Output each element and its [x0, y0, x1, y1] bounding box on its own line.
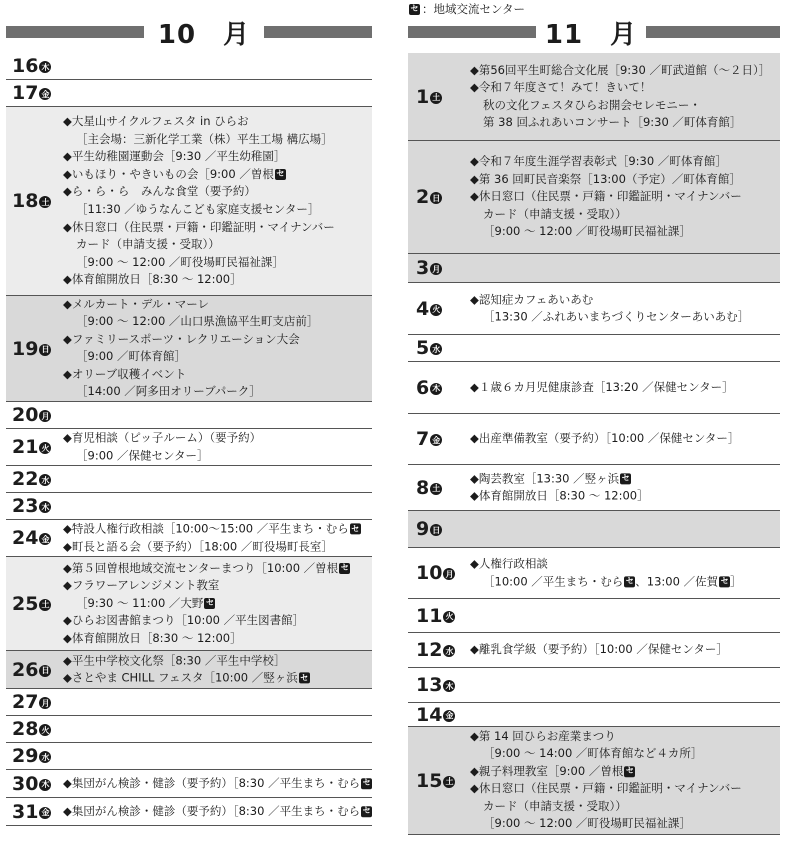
day-number: 31: [12, 800, 39, 823]
day-number: 20: [12, 404, 39, 426]
day-row-oct-26: [6, 651, 372, 689]
weekday-badge-icon: 金: [41, 534, 50, 544]
day-number: 8: [416, 476, 430, 499]
day-label: [416, 518, 442, 540]
event-text: ◆親子料理教室［9:00 ／曽根 セ: [470, 763, 634, 778]
event-text: ◆いもほり・やきいもの会［9:00 ／曽根 セ: [63, 166, 285, 181]
event-list: [470, 379, 734, 397]
day-row-nov-8: [408, 465, 780, 511]
center-badge-icon: セ: [625, 576, 634, 586]
day-number: 6: [416, 376, 430, 399]
event-text: ◆育児相談（ピッ子ルーム）（要予約）: [63, 430, 262, 445]
weekday-badge-icon: 金: [41, 808, 50, 817]
day-row-nov-10: [408, 548, 780, 599]
event-item: [470, 379, 734, 397]
weekday-badge-icon: 火: [445, 612, 454, 621]
center-badge-icon: セ: [205, 598, 214, 608]
day-row-nov-5: [408, 335, 780, 362]
day-row-nov-7: [408, 414, 780, 465]
day-row-oct-17: [6, 80, 372, 107]
event-list: [63, 560, 350, 648]
event-item: [470, 555, 742, 573]
weekday-badge-icon: 土: [445, 777, 454, 786]
day-label: [416, 377, 442, 399]
event-text: カード（申請支援・受取））: [483, 799, 627, 814]
day-number: 28: [12, 718, 39, 740]
day-number: 25: [12, 592, 39, 615]
day-row-nov-2: [408, 141, 780, 254]
event-item: [63, 612, 350, 630]
event-item: [63, 520, 361, 538]
day-label: [12, 527, 51, 549]
day-label: [12, 659, 51, 681]
event-text: 第 38 回ふれあいコンサート［9:30 ／町体育館］: [483, 115, 742, 130]
weekday-badge-icon: 火: [41, 443, 50, 453]
event-text: ［9:00 ～ 12:00 ／町役場町民福祉課］: [483, 224, 691, 239]
event-text: ［9:00 ／町体育館］: [76, 349, 186, 364]
event-text: ◆陶芸教室［13:30 ／竪ヶ浜 セ: [470, 470, 630, 485]
event-item: [63, 670, 310, 688]
day-label: [12, 55, 51, 77]
day-label: [12, 801, 51, 823]
day-row-nov-11: [408, 599, 780, 633]
day-label: [12, 495, 51, 517]
weekday-badge-icon: 水: [41, 475, 50, 485]
event-text: ◆第 14 回ひらお産業まつり: [470, 728, 616, 743]
day-number: 16: [12, 55, 39, 77]
event-list: [63, 775, 372, 793]
day-label: [416, 298, 442, 320]
event-item: [63, 148, 335, 166]
event-list: [63, 429, 261, 464]
event-text: ［主会場：三新化学工業（株）平生工場 構広場］: [76, 131, 333, 146]
weekday-badge-icon: 水: [41, 752, 50, 762]
weekday-badge-icon: 木: [445, 681, 454, 691]
weekday-badge-icon: 土: [41, 600, 50, 609]
event-list: [63, 520, 361, 555]
event-text: ◆町長と語る会（要予約）［18:00 ／町役場町長室］: [63, 539, 333, 553]
weekday-badge-icon: 日: [41, 345, 50, 354]
event-text: 秋の文化フェスタひらお開会セレモニー・: [483, 97, 701, 112]
day-label: [12, 404, 51, 426]
day-row-nov-1: [408, 53, 780, 141]
event-text: ［9:00 ～ 12:00 ／山口県漁協平生町支店前］: [76, 314, 319, 329]
event-list: [470, 470, 649, 505]
day-label: [416, 477, 442, 499]
day-label: [416, 337, 442, 359]
day-row-nov-13: [408, 668, 780, 703]
day-label: [12, 718, 51, 740]
weekday-badge-icon: 金: [41, 89, 50, 99]
weekday-badge-icon: 木: [41, 62, 50, 72]
event-text: ◆平生中学校文化祭［8:30 ／平生中学校］: [63, 652, 286, 667]
event-text: ◆第５回曽根地域交流センターまつり［10:00 ／曽根 セ: [63, 560, 349, 575]
event-text: ［9:30 ～ 11:00 ／大野 セ: [76, 595, 214, 610]
event-item: [470, 641, 728, 659]
day-number: 17: [12, 82, 39, 104]
header-bar-right: [646, 26, 780, 38]
day-number: 13: [416, 674, 443, 696]
event-text: ［13:30 ／ふれあいまちづくりセンターあいあむ］: [483, 309, 750, 324]
event-list: [470, 291, 749, 326]
center-badge-icon: セ: [276, 169, 285, 179]
center-badge-icon: セ: [720, 576, 729, 586]
day-label: [416, 186, 442, 208]
event-item: [63, 775, 372, 793]
day-row-nov-4: [408, 283, 780, 335]
day-label: [12, 593, 51, 615]
weekday-badge-icon: 金: [432, 435, 441, 445]
day-label: [12, 338, 51, 360]
day-label: [416, 770, 455, 792]
day-number: 14: [416, 703, 443, 726]
center-badge-icon: セ: [625, 766, 634, 776]
event-text: ［9:00 ～ 12:00 ／町役場町民福祉課］: [483, 816, 691, 831]
day-label: [12, 745, 51, 767]
event-text: ［9:00 ／保健センター］: [76, 448, 209, 462]
event-text: ◆出産準備教室（要予約）［10:00 ／保健センター］: [470, 431, 740, 446]
header-bar-right: [264, 26, 372, 38]
day-row-oct-22: [6, 466, 372, 493]
event-item: [470, 781, 742, 834]
event-text: ◆大星山サイクルフェスタ in ひらお: [63, 114, 249, 129]
day-number: 9: [416, 518, 430, 540]
event-text: ◆離乳食学級（要予約）［10:00 ／保健センター］: [470, 642, 728, 657]
center-badge-icon: セ: [340, 563, 349, 573]
event-text: ◆集団がん検診・健診（要予約）［8:30 ／平生まち・むら セ: [63, 803, 371, 818]
event-text: ◆体育館開放日［8:30 ～ 12:00］: [63, 630, 242, 645]
event-text: ◆認知症カフェあいあむ: [470, 291, 594, 306]
day-label: [416, 562, 455, 584]
event-item: [63, 366, 318, 401]
day-label: [416, 428, 442, 450]
november-title: 11 月: [544, 19, 638, 50]
day-number: 19: [12, 337, 39, 360]
event-text: ◆メルカート・デル・マーレ: [63, 296, 210, 311]
event-list: [470, 430, 739, 448]
day-number: 18: [12, 190, 39, 212]
event-item: [63, 652, 310, 670]
event-text: ◆第 36 回町民音楽祭［13:00（予定）／町体育館］: [470, 171, 741, 186]
event-item: [63, 331, 318, 366]
event-text: ［10:00 ／平生まち・むら: [483, 574, 624, 588]
event-item: [63, 296, 318, 331]
weekday-badge-icon: 木: [41, 780, 50, 789]
day-label: [12, 436, 51, 458]
october-calendar: [6, 53, 372, 845]
event-list: [470, 641, 728, 659]
day-number: 15: [416, 769, 443, 792]
event-item: [470, 470, 649, 488]
day-label: [416, 674, 455, 696]
event-list: [63, 803, 372, 821]
event-item: [470, 171, 742, 189]
day-row-oct-19: [6, 296, 372, 402]
center-badge-icon: セ: [362, 806, 371, 816]
day-number: 3: [416, 257, 430, 279]
weekday-badge-icon: 土: [432, 93, 441, 102]
day-number: 11: [416, 604, 443, 627]
event-item: [470, 430, 739, 448]
weekday-badge-icon: 木: [41, 502, 50, 512]
event-list: [63, 296, 318, 402]
weekday-badge-icon: 月: [432, 264, 441, 274]
day-label: [12, 82, 51, 104]
day-label: [12, 691, 51, 713]
event-text: ［9:00 ～ 14:00 ／町体育館など４カ所］: [483, 746, 703, 761]
event-item: [63, 219, 335, 272]
day-row-nov-3: [408, 254, 780, 283]
event-list: [470, 61, 770, 131]
weekday-badge-icon: 木: [432, 384, 441, 393]
center-badge-icon: セ: [410, 4, 419, 13]
day-row-oct-28: [6, 716, 372, 743]
weekday-badge-icon: 土: [432, 484, 441, 493]
october-title: 10 月: [157, 19, 251, 50]
day-row-oct-27: [6, 689, 372, 716]
day-number: 27: [12, 691, 39, 713]
weekday-badge-icon: 日: [432, 193, 441, 203]
day-row-oct-31: [6, 798, 372, 826]
day-number: 23: [12, 495, 39, 517]
event-text: ◆令和７年度さて！みて！きいて！: [470, 79, 652, 94]
weekday-badge-icon: 土: [41, 197, 50, 207]
day-label: [416, 86, 442, 108]
weekday-badge-icon: 火: [41, 725, 50, 735]
event-item: [63, 271, 335, 289]
day-row-oct-30: [6, 770, 372, 798]
november-header: [408, 17, 780, 50]
event-text: ◆体育館開放日［8:30 ～ 12:00］: [470, 488, 649, 503]
weekday-badge-icon: 月: [445, 569, 454, 579]
event-item: [63, 577, 350, 612]
event-item: [470, 488, 649, 506]
day-row-oct-20: [6, 402, 372, 429]
event-text: ［14:00 ／阿多田オリーブパーク］: [76, 384, 261, 399]
event-text: 、13:00 ／佐賀: [635, 574, 719, 588]
event-item: [470, 188, 742, 241]
day-row-oct-23: [6, 493, 372, 520]
day-row-oct-24: [6, 520, 372, 557]
event-item: [63, 429, 261, 464]
day-number: 30: [12, 772, 39, 795]
event-item: [470, 61, 770, 79]
event-text: ◆人権行政相談: [470, 556, 548, 571]
event-text: ◆特設人権行政相談［10:00～15:00 ／平生まち・むら セ: [63, 521, 360, 536]
weekday-badge-icon: 月: [41, 411, 50, 421]
event-text: ◆ら・ら・ら みんな食堂（要予約）: [63, 184, 256, 199]
event-text: ◆フラワーアレンジメント教室: [63, 578, 220, 593]
event-text: ◆休日窓口（住民票・戸籍・印鑑証明・マイナンバー: [470, 189, 742, 204]
center-badge-icon: セ: [351, 524, 360, 534]
event-text: ◆体育館開放日［8:30 ～ 12:00］: [63, 272, 242, 287]
day-row-oct-16: [6, 53, 372, 80]
day-row-oct-21: [6, 429, 372, 466]
event-item: [63, 630, 350, 648]
event-text: ◆平生幼稚園運動会［9:30 ／平生幼稚園］: [63, 149, 286, 164]
event-item: [470, 79, 770, 132]
event-text: ◆第56回平生町総合文化展［9:30 ／町武道館（～２日）］: [470, 62, 771, 77]
event-item: [63, 803, 372, 821]
event-item: [63, 560, 350, 578]
day-label: [12, 773, 51, 795]
event-item: [470, 763, 742, 781]
october-header: [6, 17, 372, 50]
day-number: 1: [416, 85, 430, 108]
weekday-badge-icon: 水: [445, 646, 454, 656]
event-text: カード（申請支援・受取））: [76, 237, 220, 252]
day-number: 12: [416, 639, 443, 661]
day-row-oct-18: [6, 107, 372, 296]
weekday-badge-icon: 水: [432, 344, 441, 354]
event-item: [63, 113, 335, 148]
day-number: 5: [416, 337, 430, 359]
event-item: [470, 291, 749, 326]
center-badge-icon: セ: [300, 673, 309, 683]
day-number: 29: [12, 745, 39, 767]
header-bar-left: [6, 26, 144, 38]
event-list: [470, 555, 742, 590]
event-list: [470, 153, 742, 241]
day-label: [12, 468, 51, 490]
day-label: [416, 704, 455, 726]
day-row-nov-9: [408, 511, 780, 548]
day-number: 2: [416, 186, 430, 208]
center-badge-icon: セ: [621, 473, 630, 483]
event-item: [470, 153, 742, 171]
day-number: 10: [416, 562, 443, 584]
event-text: カード（申請支援・受取））: [483, 206, 627, 221]
day-number: 21: [12, 436, 39, 458]
day-number: 4: [416, 297, 430, 320]
day-label: [416, 257, 442, 279]
event-list: [63, 113, 335, 289]
day-row-nov-6: [408, 362, 780, 414]
weekday-badge-icon: 月: [41, 698, 50, 708]
day-row-nov-14: [408, 703, 780, 727]
weekday-badge-icon: 日: [41, 666, 50, 675]
day-row-nov-15: [408, 727, 780, 835]
day-row-oct-25: [6, 557, 372, 651]
day-row-nov-12: [408, 633, 780, 668]
event-item: [63, 166, 335, 184]
day-label: [416, 605, 455, 627]
day-label: [12, 190, 51, 212]
event-list: [63, 652, 310, 687]
day-number: 24: [12, 527, 39, 549]
day-number: 26: [12, 658, 39, 681]
center-badge-icon: セ: [362, 778, 371, 788]
event-item: [63, 538, 361, 556]
legend: [408, 1, 525, 17]
event-text: ◆オリーブ収穫イベント: [63, 367, 187, 382]
legend-text: ：地域交流センター: [422, 2, 526, 16]
weekday-badge-icon: 金: [445, 711, 454, 720]
event-text: ◆さとやま CHILL フェスタ［10:00 ／竪ヶ浜 セ: [63, 670, 309, 685]
event-text: ◆令和７年度生涯学習表彰式［9:30 ／町体育館］: [470, 154, 727, 169]
event-item: [470, 728, 742, 763]
day-number: 7: [416, 428, 430, 450]
day-label: [416, 639, 455, 661]
day-row-oct-29: [6, 743, 372, 770]
event-text: ［9:00 ～ 12:00 ／町役場町民福祉課］: [76, 254, 284, 269]
weekday-badge-icon: 火: [432, 305, 441, 314]
november-calendar: [408, 53, 780, 845]
event-text: ◆集団がん検診・健診（要予約）［8:30 ／平生まち・むら セ: [63, 775, 371, 790]
weekday-badge-icon: 日: [432, 525, 441, 535]
event-text: ］: [730, 574, 742, 588]
event-text: ［11:30 ／ゆうなんこども家庭支援センター］: [76, 202, 320, 216]
event-text: ◆ひらお図書館まつり［10:00 ／平生図書館］: [63, 613, 305, 628]
day-number: 22: [12, 468, 39, 490]
event-text: ◆ファミリースポーツ・レクリエーション大会: [63, 331, 300, 346]
event-list: [470, 728, 742, 834]
event-text: ◆休日窓口（住民票・戸籍・印鑑証明・マイナンバー: [63, 219, 335, 234]
event-text: ◆休日窓口（住民票・戸籍・印鑑証明・マイナンバー: [470, 781, 742, 796]
event-item: [63, 183, 335, 218]
event-item: [470, 573, 742, 591]
header-bar-left: [408, 26, 536, 38]
event-text: ◆１歳６カ月児健康診査［13:20 ／保健センター］: [470, 379, 734, 394]
